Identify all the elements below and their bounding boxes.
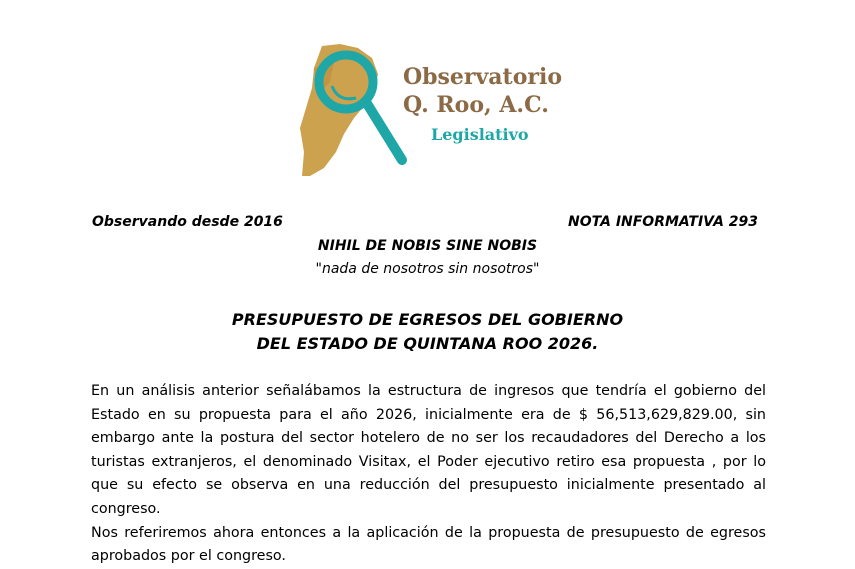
body-paragraph: En un análisis anterior señalábamos la estructura de ingresos que tendría el gobierno del Estado en su propuesta para el año 2026, inicialmente era de $ 56,513,629,829.00, sin embargo ante la postura del sector hotelero de no ser los recaudadores del Derecho a los turistas extranjeros, el denominado Visitax, el Poder ejecutivo retiro esa propuesta , por lo que su efecto se observa en una reducción del presupuesto inicialmente presentado al congreso.	[91, 383, 766, 517]
org-subname: Q. Roo, A.C.	[403, 92, 549, 118]
org-unit: Legislativo	[431, 125, 529, 144]
motto-latin: NIHIL DE NOBIS SINE NOBIS	[317, 238, 538, 254]
magnifier-handle	[366, 102, 402, 160]
magnifier-map-icon	[300, 42, 410, 178]
body-paragraph: Nos referiremos ahora entonces a la aplicación de la propuesta de presupuesto de egresos aprobados por el congreso.	[91, 524, 766, 565]
org-name: Observatorio	[403, 64, 563, 90]
document-title-line-1: PRESUPUESTO DE EGRESOS DEL GOBIERNO	[231, 310, 624, 329]
organization-logo	[300, 42, 570, 178]
body-text	[91, 380, 766, 569]
document-meta	[92, 214, 758, 230]
document-title-line-2: DEL ESTADO DE QUINTANA ROO 2026.	[256, 334, 599, 353]
note-number: NOTA INFORMATIVA 293	[568, 214, 758, 230]
since-label: Observando desde 2016	[92, 214, 283, 230]
motto-translation: "nada de nosotros sin nosotros"	[315, 261, 540, 277]
